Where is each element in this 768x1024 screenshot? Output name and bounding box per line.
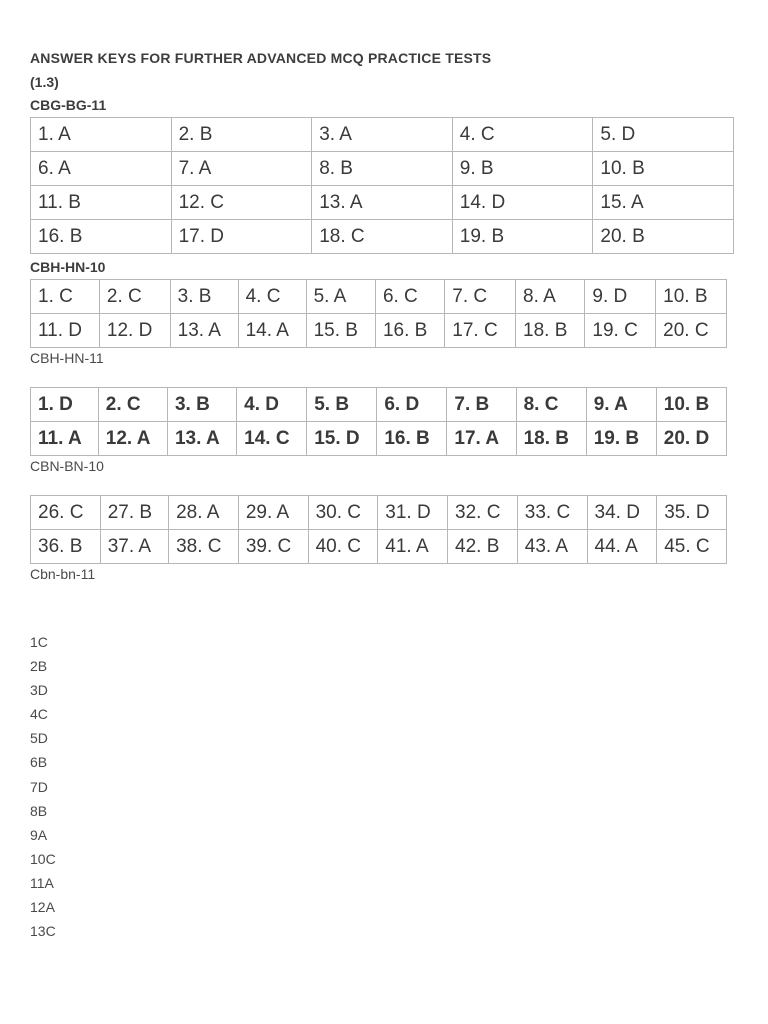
answer-table-cbh-hn-11 — [30, 387, 727, 456]
answer-cell: 6. C — [375, 280, 444, 314]
answer-cell: 3. A — [312, 118, 453, 152]
answer-cell: 5. A — [306, 280, 375, 314]
answer-cell: 13. A — [170, 314, 238, 348]
answer-cell: 9. B — [452, 152, 593, 186]
answer-cell: 28. A — [169, 496, 239, 530]
answer-table-cbn-bn-10 — [30, 495, 727, 564]
section-heading-cbn-bn-10: CBN-BN-10 — [30, 458, 104, 474]
list-item: 8B — [30, 802, 48, 819]
answer-cell: 37. A — [100, 530, 168, 564]
answer-cell: 1. D — [31, 388, 99, 422]
list-item: 4C — [30, 706, 48, 723]
table-row — [31, 530, 727, 564]
answer-cell: 32. C — [448, 496, 518, 530]
answer-cell: 11. B — [31, 186, 172, 220]
answer-cell: 20. C — [656, 314, 727, 348]
answer-cell: 7. A — [171, 152, 312, 186]
answer-cell: 7. C — [445, 280, 516, 314]
answer-cell: 41. A — [378, 530, 448, 564]
list-item: 6B — [30, 754, 48, 771]
answer-cell: 10. B — [656, 388, 726, 422]
answer-cell: 12. C — [171, 186, 312, 220]
answer-cell: 1. C — [31, 280, 100, 314]
answer-cell: 29. A — [238, 496, 308, 530]
list-item: 1C — [30, 634, 48, 650]
answer-cell: 8. B — [312, 152, 453, 186]
answer-cell: 11. D — [31, 314, 100, 348]
answer-table-cbh-hn-10 — [30, 279, 727, 348]
answer-cell: 9. A — [586, 388, 656, 422]
answer-cell: 13. A — [312, 186, 453, 220]
answer-cell: 39. C — [238, 530, 308, 564]
answer-cell: 1. A — [31, 118, 172, 152]
answer-cell: 15. B — [306, 314, 375, 348]
answer-cell: 8. A — [516, 280, 585, 314]
answer-cell: 2. C — [98, 388, 167, 422]
list-item: 7D — [30, 778, 48, 795]
answer-cell: 18. B — [516, 422, 586, 456]
list-item: 5D — [30, 730, 48, 747]
table-row — [31, 496, 727, 530]
answer-cell: 4. C — [238, 280, 306, 314]
table-row — [31, 118, 734, 152]
answer-cell: 30. C — [308, 496, 378, 530]
answer-cell: 4. C — [452, 118, 593, 152]
list-item: 2B — [30, 658, 48, 675]
answer-cell: 2. C — [99, 280, 170, 314]
answer-table-body — [31, 388, 727, 456]
table-row — [31, 152, 734, 186]
answer-cell: 10. B — [656, 280, 727, 314]
answer-cell: 18. C — [312, 220, 453, 254]
answer-cell: 20. B — [593, 220, 734, 254]
answer-table-body — [31, 496, 727, 564]
table-row — [31, 314, 727, 348]
list-item: 11A — [30, 874, 54, 891]
table-row — [31, 220, 734, 254]
answer-cell: 5. B — [307, 388, 377, 422]
answer-cell: 42. B — [448, 530, 518, 564]
answer-cell: 16. B — [31, 220, 172, 254]
answer-cell: 34. D — [587, 496, 657, 530]
answer-cell: 43. A — [517, 530, 587, 564]
answer-cell: 35. D — [657, 496, 727, 530]
table-row — [31, 280, 727, 314]
answer-table-body — [31, 118, 734, 254]
section-heading-cbh-hn-11: CBH-HN-11 — [30, 350, 104, 366]
answer-list-cbn-bn-11 — [30, 630, 734, 943]
document-subtitle: (1.3) — [30, 74, 59, 90]
answer-cell: 9. D — [585, 280, 656, 314]
answer-cell: 4. D — [237, 388, 307, 422]
answer-cell: 13. A — [167, 422, 236, 456]
answer-cell: 14. D — [452, 186, 593, 220]
section-heading-cbh-hn-10: CBH-HN-10 — [30, 259, 106, 275]
answer-cell: 31. D — [378, 496, 448, 530]
answer-cell: 6. A — [31, 152, 172, 186]
section-heading-cbn-bn-11: Cbn-bn-11 — [30, 566, 96, 582]
answer-cell: 15. A — [593, 186, 734, 220]
answer-cell: 2. B — [171, 118, 312, 152]
answer-cell: 19. B — [586, 422, 656, 456]
answer-cell: 38. C — [169, 530, 239, 564]
answer-cell: 16. B — [377, 422, 447, 456]
answer-cell: 10. B — [593, 152, 734, 186]
table-row — [31, 388, 727, 422]
answer-cell: 3. B — [167, 388, 236, 422]
answer-cell: 19. C — [585, 314, 656, 348]
answer-cell: 3. B — [170, 280, 238, 314]
table-row — [31, 186, 734, 220]
answer-cell: 20. D — [656, 422, 726, 456]
answer-cell: 17. C — [445, 314, 516, 348]
list-item: 3D — [30, 682, 48, 699]
answer-table-body — [31, 280, 727, 348]
answer-cell: 33. C — [517, 496, 587, 530]
answer-cell: 18. B — [516, 314, 585, 348]
answer-cell: 40. C — [308, 530, 378, 564]
answer-cell: 14. C — [237, 422, 307, 456]
answer-table-cbg-bg-11 — [30, 117, 734, 254]
answer-cell: 17. A — [447, 422, 516, 456]
list-item: 13C — [30, 923, 56, 940]
answer-cell: 17. D — [171, 220, 312, 254]
answer-cell: 45. C — [657, 530, 727, 564]
answer-cell: 12. D — [99, 314, 170, 348]
answer-cell: 36. B — [31, 530, 101, 564]
answer-cell: 44. A — [587, 530, 657, 564]
answer-cell: 11. A — [31, 422, 99, 456]
answer-cell: 8. C — [516, 388, 586, 422]
answer-cell: 5. D — [593, 118, 734, 152]
answer-cell: 15. D — [307, 422, 377, 456]
list-item: 12A — [30, 899, 55, 916]
answer-cell: 7. B — [447, 388, 516, 422]
answer-cell: 19. B — [452, 220, 593, 254]
answer-cell: 6. D — [377, 388, 447, 422]
document-title: ANSWER KEYS FOR FURTHER ADVANCED MCQ PRACTICE TESTS — [30, 50, 492, 66]
table-row — [31, 422, 727, 456]
answer-cell: 26. C — [31, 496, 101, 530]
answer-cell: 27. B — [100, 496, 168, 530]
list-item: 10C — [30, 850, 56, 867]
section-heading-cbg-bg-11: CBG-BG-11 — [30, 97, 107, 113]
answer-key-document — [30, 48, 734, 943]
answer-cell: 16. B — [375, 314, 444, 348]
answer-cell: 12. A — [98, 422, 167, 456]
list-item: 9A — [30, 826, 48, 843]
answer-cell: 14. A — [238, 314, 306, 348]
